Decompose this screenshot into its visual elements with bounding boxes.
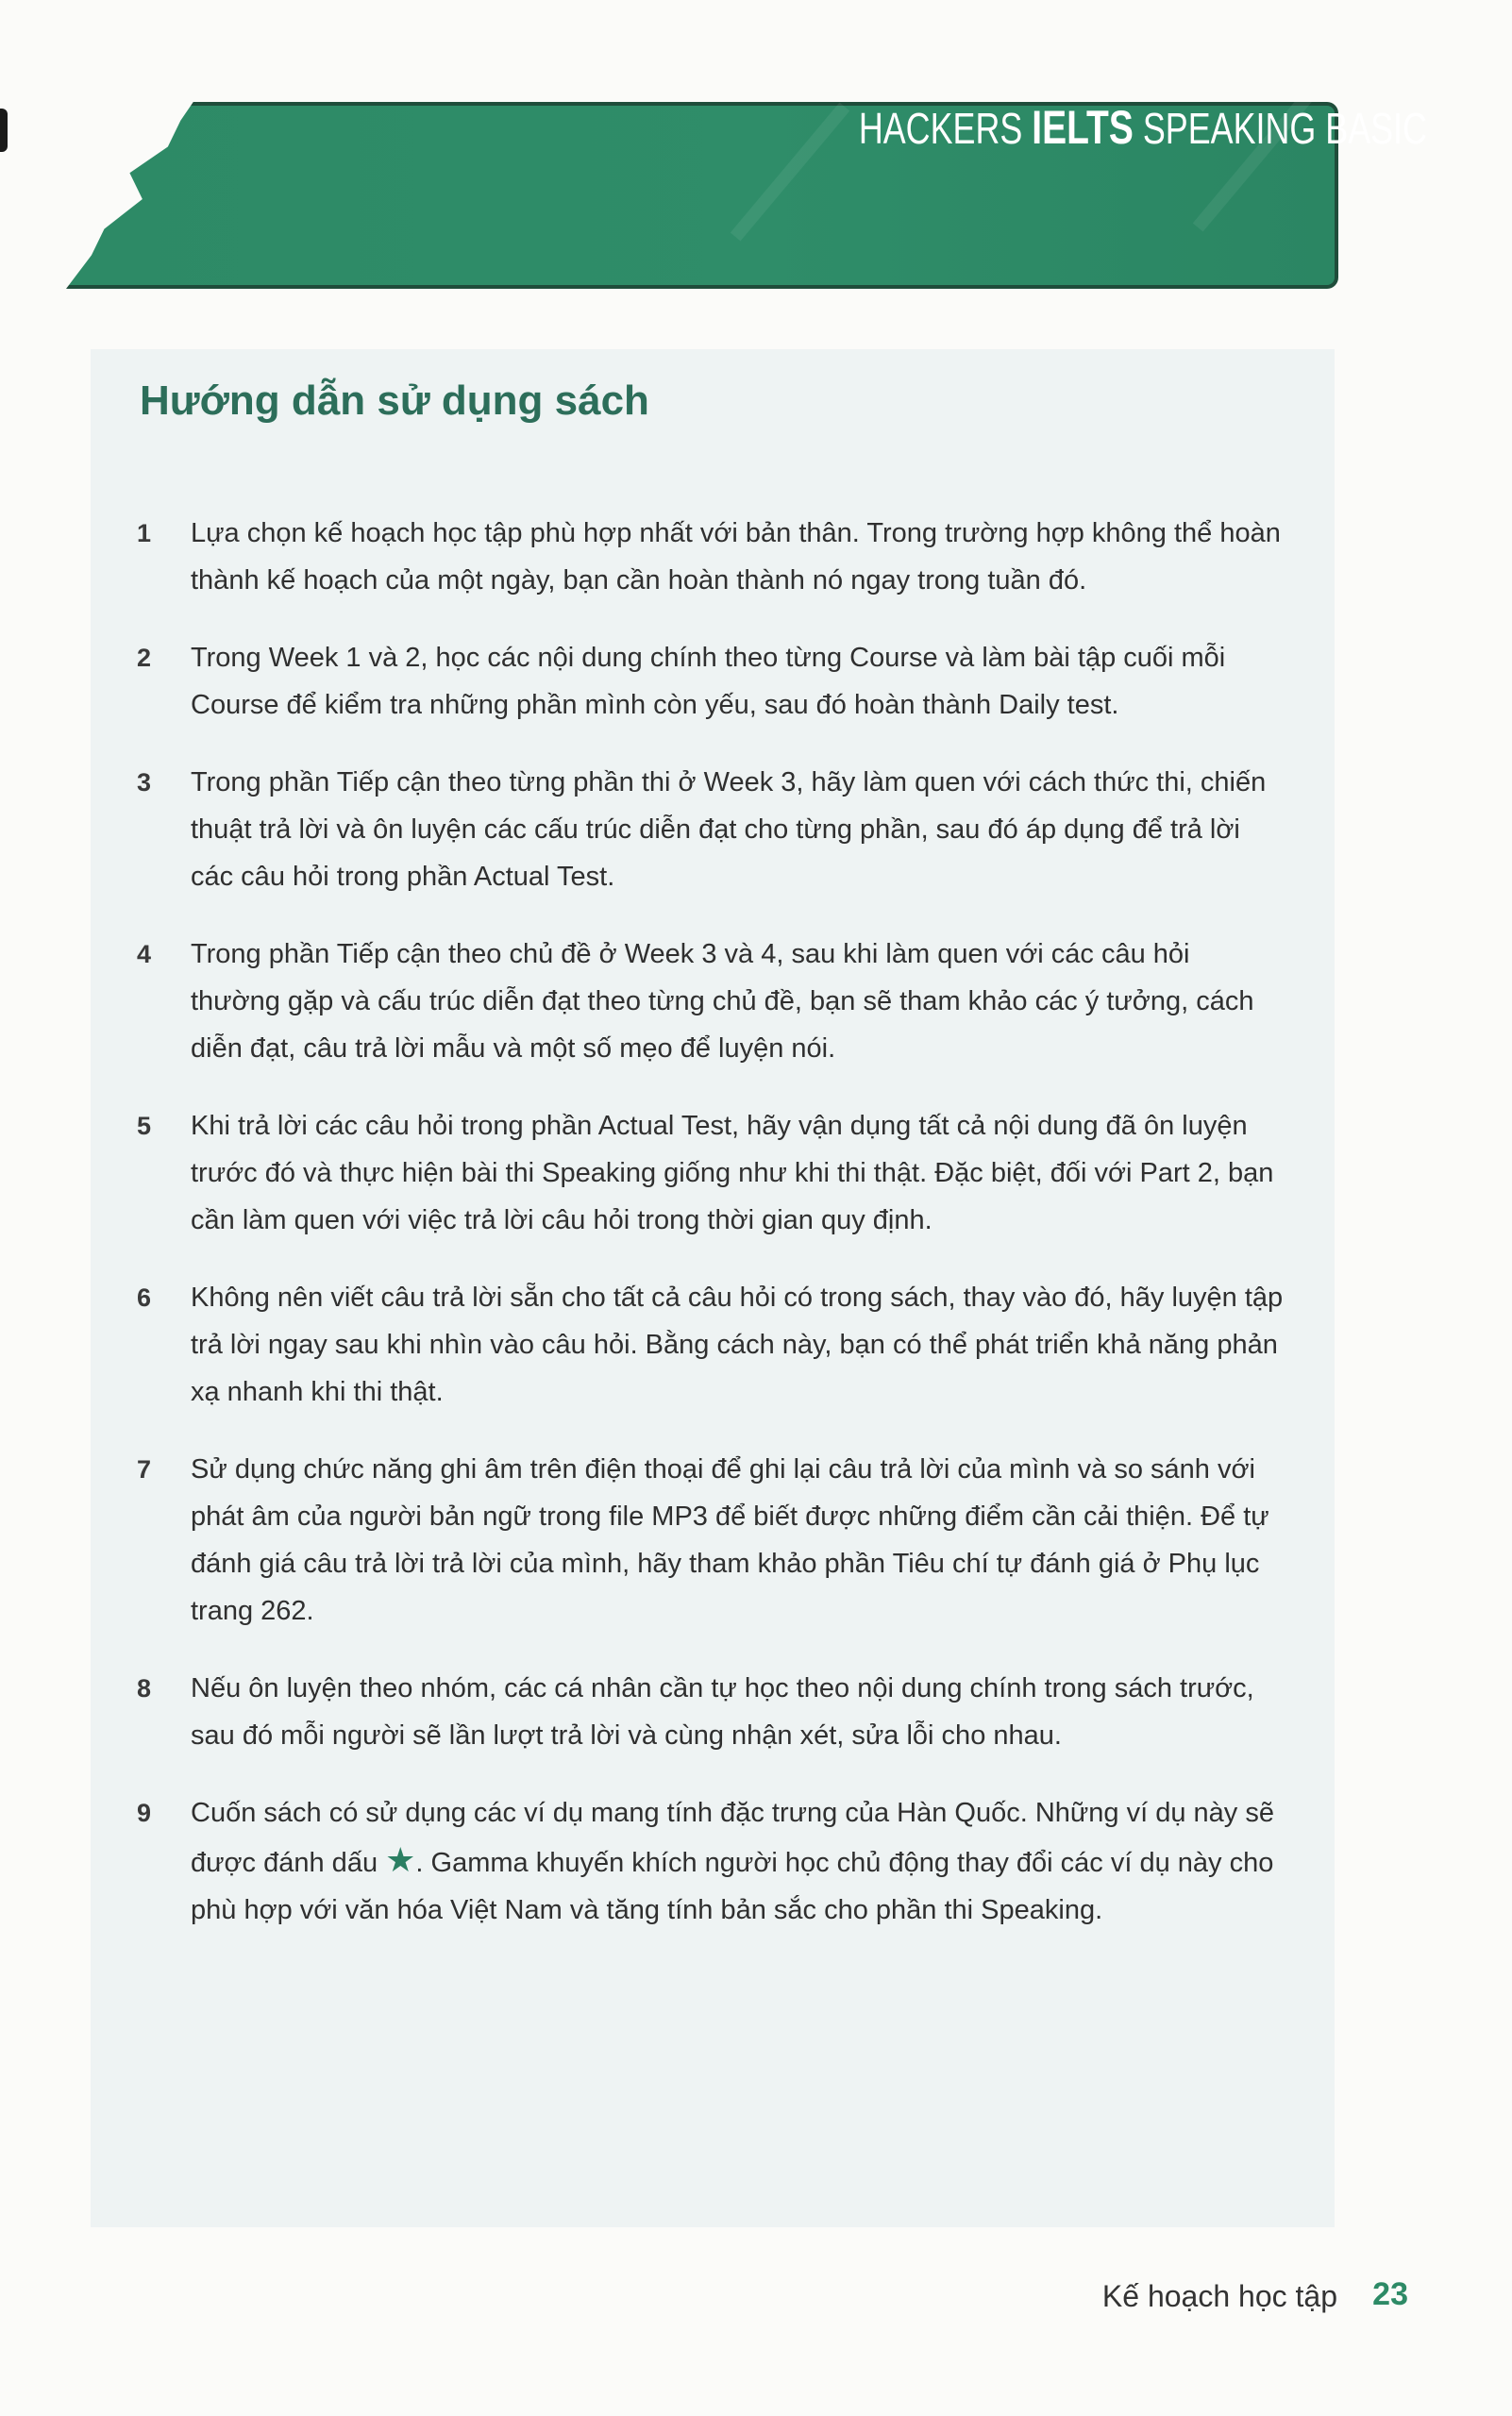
list-item xyxy=(137,1446,1284,1635)
item-number: 9 xyxy=(137,1799,152,1827)
item-number: 1 xyxy=(137,519,152,547)
list-item xyxy=(137,931,1284,1072)
list-item xyxy=(137,759,1284,900)
item-text-part1: Cuốn sách có sử dụng các ví dụ mang tính đặc trưng của Hàn Quốc. Những ví dụ này sẽ được đánh dấu xyxy=(191,1798,1274,1878)
list-item xyxy=(137,634,1284,729)
item-number: 2 xyxy=(137,644,152,672)
page-edge-mark xyxy=(0,109,8,152)
item-text: Trong phần Tiếp cận theo từng phần thi ở Week 3, hãy làm quen với cách thức thi, chiến thuật trả lời và ôn luyện các cấu trúc diễn đạt cho từng phần, sau đó áp dụng để trả lời các câu hỏi trong phần Actual Test. xyxy=(191,767,1267,892)
list-item xyxy=(137,1102,1284,1244)
item-text: Không nên viết câu trả lời sẵn cho tất cả câu hỏi có trong sách, thay vào đó, hãy luyện tập trả lời ngay sau khi nhìn vào câu hỏi. Bằng cách này, bạn có thể phát triển khả năng phản xạ nhanh khi thi thật. xyxy=(191,1283,1284,1407)
item-number: 3 xyxy=(137,768,152,797)
book-series-title xyxy=(859,100,1427,155)
item-number: 7 xyxy=(137,1455,152,1484)
item-number: 6 xyxy=(137,1284,152,1312)
item-text-part2: . Gamma khuyến khích người học chủ động thay đổi các ví dụ này cho phù hợp với văn hóa Việt Nam và tăng tính bản sắc cho phần thi Speaking. xyxy=(191,1848,1274,1925)
item-text: Khi trả lời các câu hỏi trong phần Actual Test, hãy vận dụng tất cả nội dung đã ôn luyện trước đó và thực hiện bài thi Speaking giống như khi thi thật. Đặc biệt, đối với Part 2, bạn cần làm quen với việc trả lời câu hỏi trong thời gian quy định. xyxy=(191,1111,1274,1235)
star-icon: ★ xyxy=(385,1840,416,1879)
item-text: Nếu ôn luyện theo nhóm, các cá nhân cần tự học theo nội dung chính trong sách trước, sau đó mỗi người sẽ lần lượt trả lời và cùng nhận xét, sửa lỗi cho nhau. xyxy=(191,1673,1254,1751)
page-number: 23 xyxy=(1372,2276,1408,2312)
page-title: Hướng dẫn sử dụng sách xyxy=(140,378,649,424)
item-text: Lựa chọn kế hoạch học tập phù hợp nhất với bản thân. Trong trường hợp không thể hoàn thành kế hoạch của một ngày, bạn cần hoàn thành nó ngay trong tuần đó. xyxy=(191,518,1281,596)
brand-speaking-basic: SPEAKING BASIC xyxy=(1133,104,1427,153)
item-number: 4 xyxy=(137,940,152,968)
list-item xyxy=(137,1789,1284,1934)
brand-hackers: HACKERS xyxy=(858,104,1033,153)
item-number: 8 xyxy=(137,1674,152,1703)
footer-section-label: Kế hoạch học tập xyxy=(1101,2279,1337,2313)
brand-ielts: IELTS xyxy=(1032,101,1134,154)
list-item xyxy=(137,1274,1284,1416)
banner-brush-stroke xyxy=(731,103,849,242)
item-text: Trong phần Tiếp cận theo chủ đề ở Week 3 và 4, sau khi làm quen với các câu hỏi thường gặp và cấu trúc diễn đạt theo từng chủ đề, bạn sẽ tham khảo các ý tưởng, cách diễn đạt, câu trả lời mẫu và một số mẹo để luyện nói. xyxy=(191,939,1254,1064)
item-text: Trong Week 1 và 2, học các nội dung chính theo từng Course và làm bài tập cuối mỗi Course để kiểm tra những phần mình còn yếu, sau đó hoàn thành Daily test. xyxy=(191,643,1226,720)
item-text: Sử dụng chức năng ghi âm trên điện thoại để ghi lại câu trả lời của mình và so sánh với phát âm của người bản ngữ trong file MP3 để biết được những điểm cần cải thiện. Để tự đánh giá câu trả lời trả lời của mình, hãy tham khảo phần Tiêu chí tự đánh giá ở Phụ lục trang 262. xyxy=(191,1454,1269,1626)
list-item xyxy=(137,1665,1284,1759)
list-item xyxy=(137,510,1284,604)
item-number: 5 xyxy=(137,1112,152,1140)
instruction-list xyxy=(137,510,1284,1964)
